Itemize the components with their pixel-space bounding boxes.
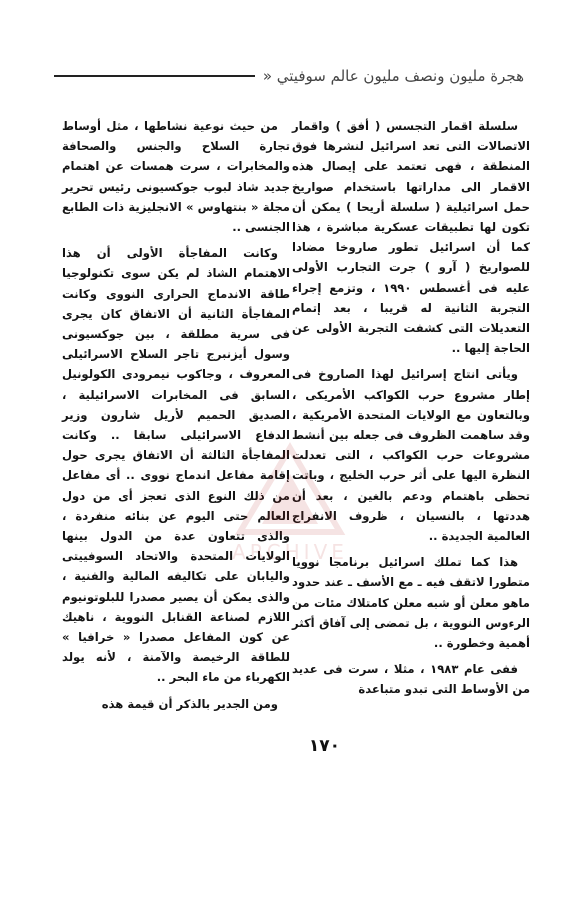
paragraph: وكانت المفاجأة الأولى أن هذا الاهتمام الشاذ لم يكن سوى تكنولوجيا طاقة الاندماج الحرارى النووى وكانت المفاجأة الثانية أن الاتفاق كان يجرى فى سرية مطلقة ، بين جوكسيونى وسول أيزنبرج تاجر السلاح الاسرائيلى المعروف ، وجاكوب نيمرودى الكولونيل السابق فى المخابرات الاسرائيلية ، الصديق الحميم لأريل شارون وزير الدفاع الاسرائيلى سابقا .. وكانت المفاجأة الثالثة أن الاتفاق يجرى حول إقامة مفاعل اندماج نووى .. أى مفاعل من ذلك النوع الذى تعجز أى من دول العالم حتى اليوم عن بنائه منفردة ، والذى تتعاون عدة من الدول بينها الولايات المتحدة والاتحاد السوفييتى واليابان على تكاليفه المالية والفنية ، والذى يمكن أن يصير مصدرا للبلوتونيوم اللازم لصناعة القنابل النووية ، ناهيك عن كون المفاعل مصدرا « خرافيا » للطاقة الرخيصة والآمنة ، لأنه يولد الكهرباء من ماء البحر .. (62, 246, 290, 685)
page-number: ١٧٠ (308, 736, 340, 756)
paragraph: هذا كما تملك اسرائيل برنامجا نوويا متطورا لاتقف فيه ـ مع الأسف ـ عند حدود ماهو معلن أو شبه معلن كامتلاك مئات من الرءوس النووية ، بل تمضى إلى آفاق أكثر أهمية وخطورة .. (292, 555, 530, 651)
running-title: هجرة مليون ونصف مليون عالم سوفيتي « (262, 67, 524, 85)
paragraph: ويأتى انتاج إسرائيل لهذا الصاروخ فى إطار مشروع حرب الكواكب الأمريكى ، وبالتعاون مع الولايات المتحدة الأمريكية ، وقد ساهمت الظروف فى جعله بين أنشط مشروعات حرب الكواكب ، التى تعدلت النظرة اليها على أثر حرب الخليج ، وباتت تحظى باهتمام ودعم بالغين ، بعد أن هددتها ، بالنسيان ، ظروف الانفراج العالمية الجديدة .. (292, 367, 530, 544)
watermark-label: ARCHIVE (232, 540, 348, 564)
text-column-left (62, 116, 290, 720)
paragraph: ففى عام ١٩٨٣ ، مثلا ، سرت فى عديد من الأوساط التى تبدو متباعدة (292, 662, 530, 697)
paragraph: ومن الجدير بالذكر أن قيمة هذه (101, 696, 278, 711)
text-column-right (292, 116, 530, 706)
running-head (54, 64, 524, 88)
paragraph: من حيث نوعية نشاطها ، مثل أوساط تجارة السلاح والجنس والصحافة والمخابرات ، سرت همسات عن اهتمام جديد شاذ لبوب جوكسيونى رئيس تحرير مجلة « بنتهاوس » الانجليزية ذات الطابع الجنسى .. (62, 119, 290, 235)
paragraph: سلسلة اقمار التجسس ( أفق ) واقمار الاتصالات التى تعد اسرائيل لنشرها فوق المنطقة ، فهى تعتمد على إيصال هذه الاقمار الى مداراتها باستخدام صواريخ حمل اسرائيلية ( سلسلة أريحا ) يمكن أن تكون لها تطبيقات عسكرية مباشرة ، هذا كما أن اسرائيل تطور صاروخا مضادا للصواريخ ( آرو ) جرت التجارب الأولى عليه فى أغسطس ١٩٩٠ ، وتزمع إجراء التجربة الثانية له قريبا ، بعد إتمام التعديلات التى كشفت التجربة الأولى عن الحاجة إليها .. (292, 119, 530, 356)
header-rule (54, 75, 255, 77)
